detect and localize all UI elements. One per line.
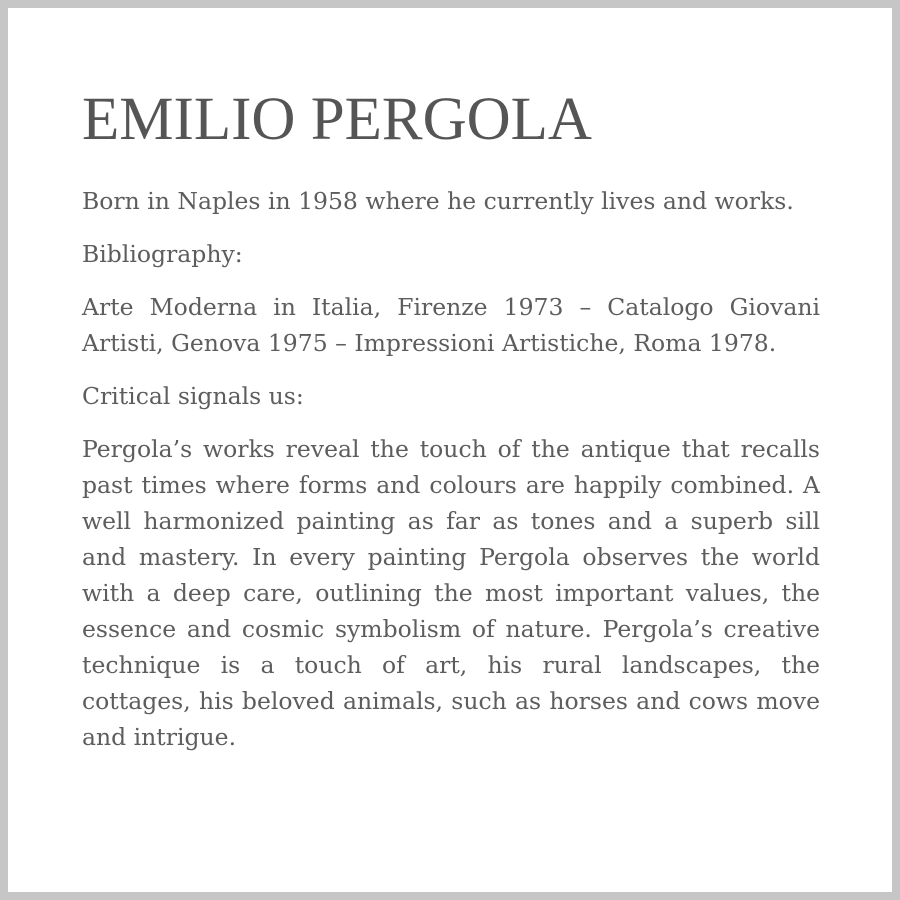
critical-text: Pergola’s works reveal the touch of the antique that recalls past times where forms and colours are happily combined. A well harmonized painting as far as tones and a superb sill and mastery. In every painting Pergola observes the world with a deep care, outlining the most important values, the essence and cosmic symbolism of nature. Pergola’s creative technique is a touch of art, his rural landscapes, the cottages, his beloved animals, such as horses and cows move and intrigue. (82, 435, 820, 751)
bibliography-text: Arte Moderna in Italia, Firenze 1973 – Catalogo Giovani Artisti, Genova 1975 – Impressioni Artistiche, Roma 1978. (82, 293, 820, 357)
critical-label: Critical signals us: (82, 382, 304, 410)
birth-info: Born in Naples in 1958 where he currently lives and works. (82, 187, 794, 215)
bibliography-label: Bibliography: (82, 240, 243, 268)
artist-name: EMILIO PERGOLA (82, 86, 592, 153)
artist-bio (82, 80, 820, 755)
